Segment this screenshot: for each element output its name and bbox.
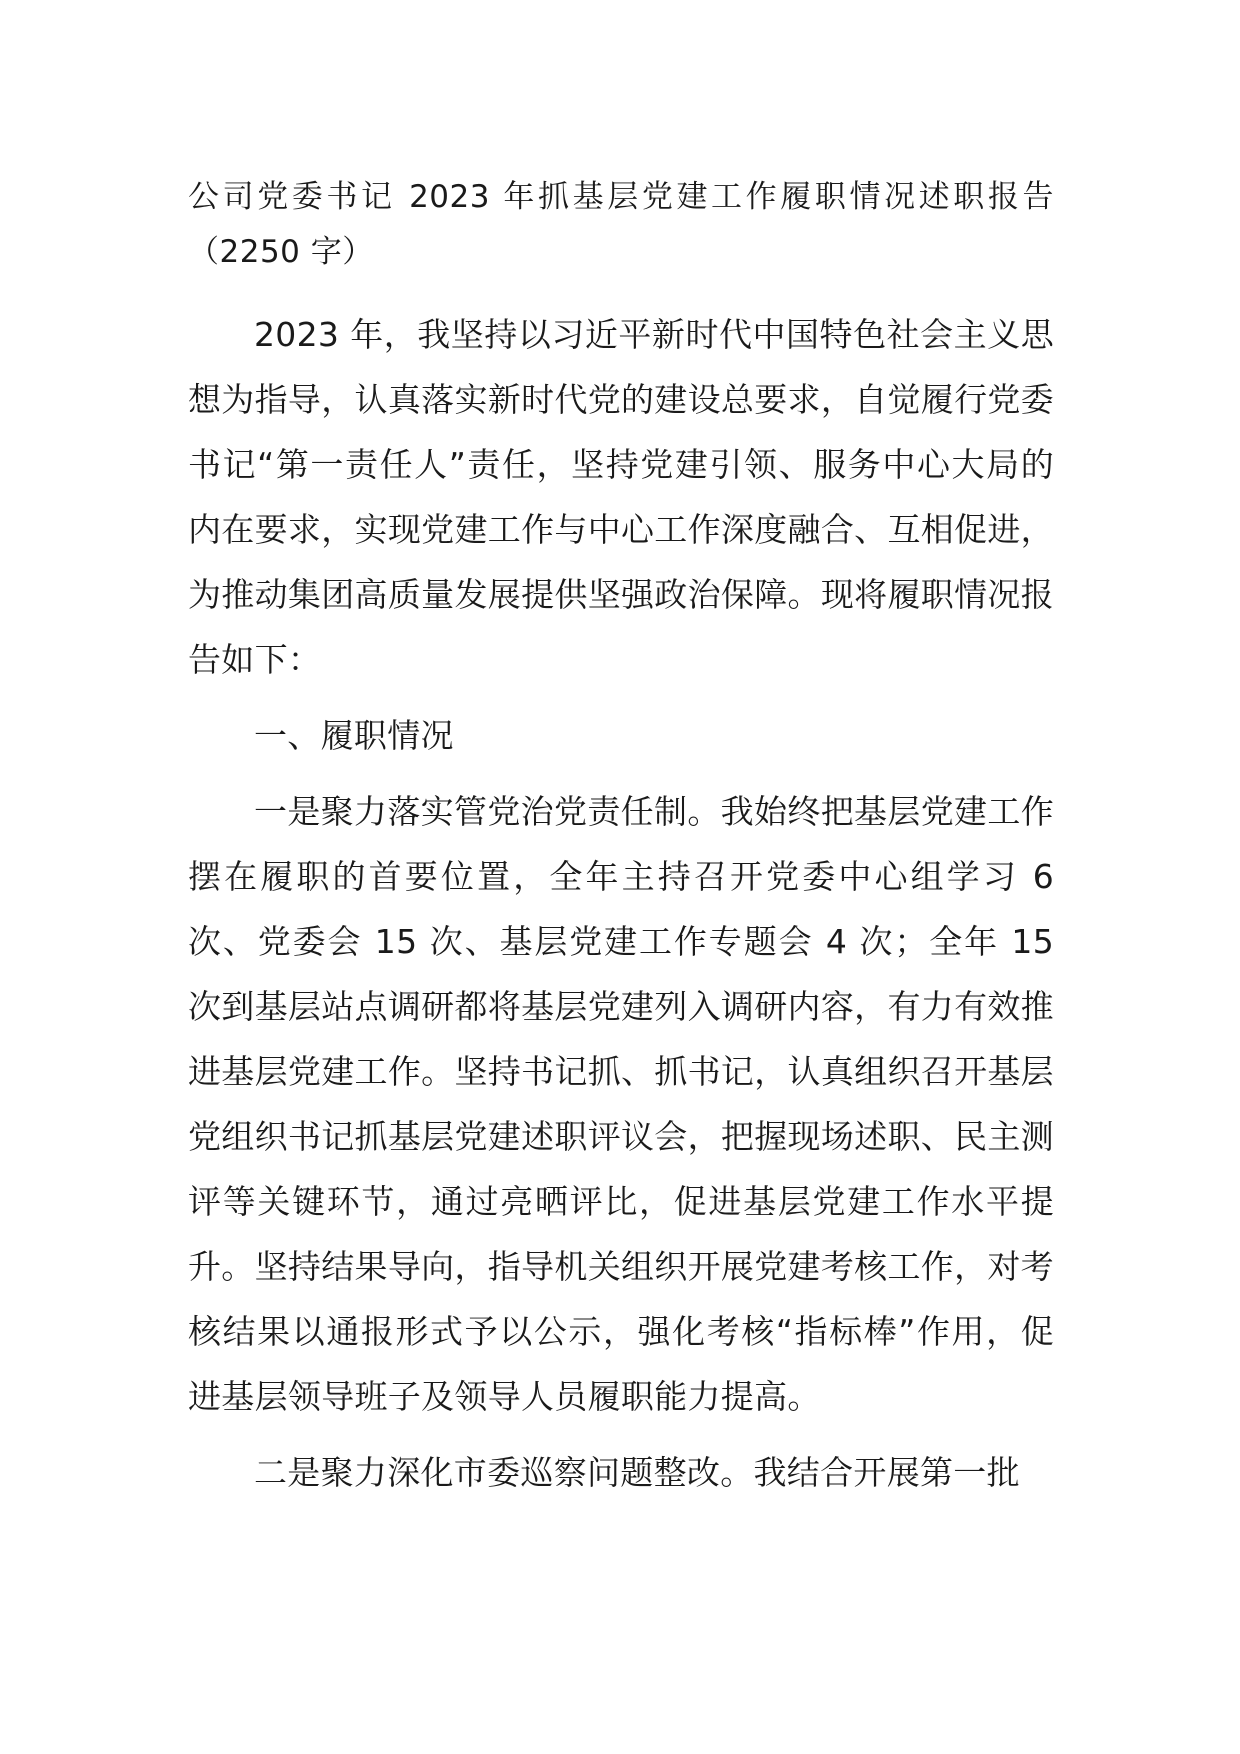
intro-paragraph: 2023 年，我坚持以习近平新时代中国特色社会主义思想为指导，认真落实新时代党的建设总要求，自觉履行党委书记“第一责任人”责任，坚持党建引领、服务中心大局的内在要求，实现党建工作与中心工作深度融合、互相促进，为推动集团高质量发展提供坚强政治保障。现将履职情况报告如下： bbox=[188, 315, 1054, 679]
document-body bbox=[188, 302, 1054, 1505]
document-title: 公司党委书记 2023 年抓基层党建工作履职情况述职报告（2250 字） bbox=[188, 179, 1054, 270]
section-heading-performance: 一、履职情况 bbox=[254, 716, 454, 755]
paragraph-responsibility-system: 一是聚力落实管党治党责任制。我始终把基层党建工作摆在履职的首要位置，全年主持召开党委中心组学习 6 次、党委会 15 次、基层党建工作专题会 4 次；全年 15 次到基层站点调研都将基层党建列入调研内容，有力有效推进基层党建工作。坚持书记抓、抓书记，认真组织召开基层党组织书记抓基层党建述职评议会，把握现场述职、民主测评等关键环节，通过亮晒评比，促进基层党建工作水平提升。坚持结果导向，指导机关组织开展党建考核工作，对考核结果以通报形式予以公示，强化考核“指标棒”作用，促进基层领导班子及领导人员履职能力提高。 bbox=[188, 792, 1054, 1416]
document-page bbox=[188, 170, 1054, 1505]
paragraph-inspection-rectification: 二是聚力深化市委巡察问题整改。我结合开展第一批 bbox=[254, 1453, 1020, 1492]
